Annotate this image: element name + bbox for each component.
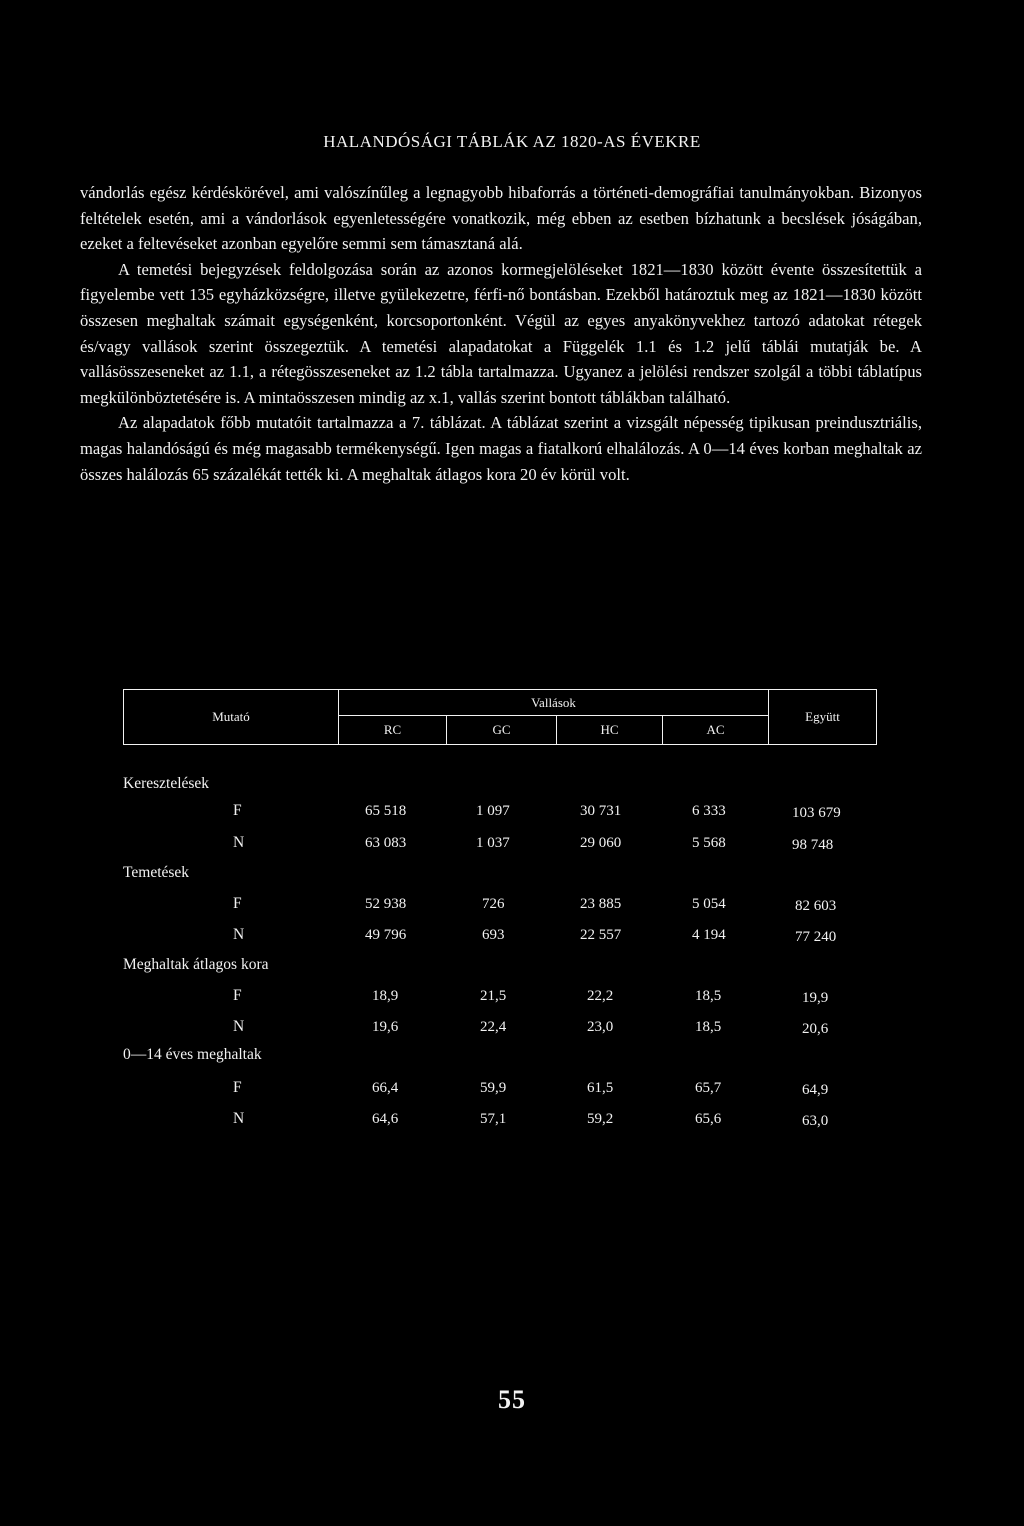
row-label: F (233, 895, 242, 912)
table-cell: 23 885 (580, 896, 622, 912)
table-cell: 63 083 (365, 835, 407, 851)
table-cell: 22 557 (580, 927, 622, 943)
table-cell: 98 748 (792, 837, 834, 853)
group-label: Keresztelések (123, 775, 210, 792)
table-cell: 66,4 (372, 1080, 399, 1096)
table-cell: 693 (482, 927, 505, 943)
paragraph-3: Az alapadatok főbb mutatóit tartalmazza a 7. táblázat. A táblázat szerint a vizsgált népesség tipikusan preindusztriális, magas halandóságú és még magasabb termékenységű. Igen magas a fiatalkorú elhalálozás. A 0—14 éves korban meghaltak az összes halálozás 65 százalékát tették ki. A meghaltak átlagos kora 20 év körül volt. (80, 413, 922, 484)
group-label: Meghaltak átlagos kora (123, 956, 269, 973)
header-egyutt: Együtt (805, 709, 840, 724)
table-cell: 20,6 (802, 1021, 829, 1037)
table-cell: 18,9 (372, 988, 399, 1004)
table-cell: 19,9 (802, 990, 829, 1006)
table-cell: 57,1 (480, 1111, 507, 1127)
table-cell: 4 194 (692, 927, 726, 943)
table-cell: 22,2 (587, 988, 614, 1004)
table-cell: 5 054 (692, 896, 726, 912)
page-number: 55 (498, 1385, 526, 1414)
table-cell: 30 731 (580, 803, 622, 819)
row-label: F (233, 987, 242, 1004)
table-cell: 64,9 (802, 1082, 829, 1098)
table-cell: 22,4 (480, 1019, 507, 1035)
table-cell: 726 (482, 896, 505, 912)
table-cell: 82 603 (795, 898, 837, 914)
table-cell: 18,5 (695, 1019, 722, 1035)
row-label: N (233, 834, 245, 851)
row-label: N (233, 926, 245, 943)
table-cell: 59,9 (480, 1080, 507, 1096)
table-cell: 103 679 (792, 805, 841, 821)
table-cell: 23,0 (587, 1019, 614, 1035)
table-cell: 29 060 (580, 835, 622, 851)
row-label: N (233, 1018, 245, 1035)
table-cell: 19,6 (372, 1019, 399, 1035)
table-cell: 63,0 (802, 1113, 829, 1129)
group-label: Temetések (123, 864, 190, 881)
table-cell: 1 037 (476, 835, 510, 851)
table-cell: 77 240 (795, 929, 837, 945)
table-cell: 5 568 (692, 835, 726, 851)
table-cell: 65 518 (365, 803, 407, 819)
header-rc: RC (339, 716, 447, 744)
table-cell: 1 097 (476, 803, 510, 819)
table-header (123, 689, 877, 745)
group-label: 0—14 éves meghaltak (123, 1046, 262, 1063)
table-cell: 65,6 (695, 1111, 722, 1127)
table-cell: 49 796 (365, 927, 407, 943)
header-ac: AC (663, 716, 769, 744)
table-cell: 52 938 (365, 896, 407, 912)
table-cell: 18,5 (695, 988, 722, 1004)
header-vallasok: Vallások (339, 690, 769, 716)
row-label: F (233, 1079, 242, 1096)
header-gc: GC (447, 716, 557, 744)
body-text (80, 180, 922, 487)
header-mutato: Mutató (124, 690, 339, 744)
row-label: N (233, 1110, 245, 1127)
row-label: F (233, 802, 242, 819)
header-hc: HC (557, 716, 663, 744)
table-cell: 21,5 (480, 988, 507, 1004)
table-cell: 64,6 (372, 1111, 399, 1127)
paragraph-2: A temetési bejegyzések feldolgozása során az azonos kormegjelöléseket 1821—1830 között évente összesítettük a figyelembe vett 135 egyházközségre, illetve gyülekezetre, férfi-nő bontásban. Ezekből határoztuk meg az 1821—1830 között összesen meghaltak számait egységenként, korcsoportonként. Végül az egyes anyakönyvekhez tartozó adatokat rétegek és/vagy vallások szerint összegeztük. A temetési alapadatokat a Függelék 1.1 és 1.2 jelű táblái mutatják be. A vallásösszeseneket az 1.1, a rétegösszeseneket az 1.2 tábla tartalmazza. Ugyanez a jelölési rendszer szolgál a többi táblatípus megkülönböztetésére is. A mintaösszesen mindig az x.1, vallás szerint bontott táblákban található. (80, 259, 922, 407)
paragraph-1: vándorlás egész kérdéskörével, ami valószínűleg a legnagyobb hibaforrás a történeti-demográfiai tanulmányokban. Bizonyos feltételek esetén, ami a vándorlások egyenletességére vonatkozik, még ebben az esetben bízhatunk a becslések jóságában, ezeket a feltevéseket azonban egyelőre semmi sem támasztaná alá. (80, 183, 922, 254)
page-header: HALANDÓSÁGI TÁBLÁK AZ 1820-AS ÉVEKRE (323, 132, 701, 151)
table-cell: 65,7 (695, 1080, 722, 1096)
table-cell: 6 333 (692, 803, 726, 819)
table-cell: 59,2 (587, 1111, 614, 1127)
table-cell: 61,5 (587, 1080, 614, 1096)
